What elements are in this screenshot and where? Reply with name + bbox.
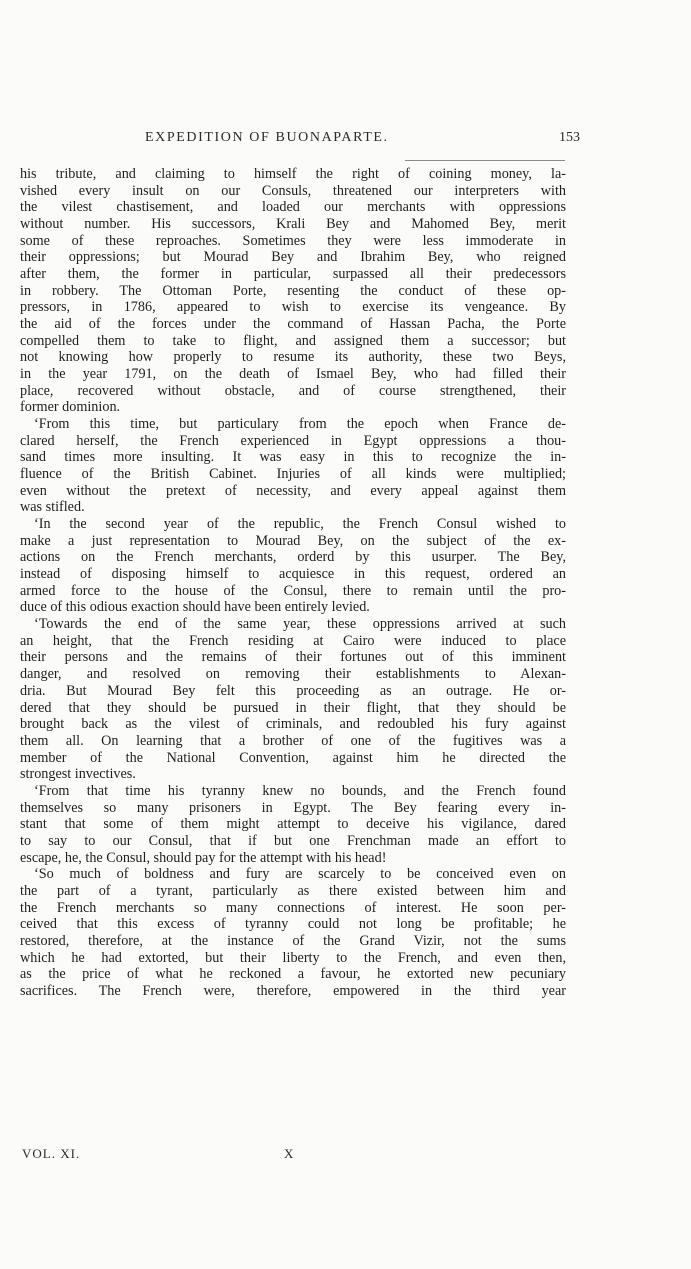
- text-line: fluence of the British Cabinet. Injuries of all kinds were multiplied;: [20, 466, 566, 483]
- text-line: place, recovered without obstacle, and of course strengthened, their: [20, 382, 566, 399]
- text-line: without number. His successors, Krali Bey and Mahomed Bey, merit: [20, 216, 566, 233]
- page-header: [100, 130, 580, 152]
- text-line: sand times more insulting. It was easy in this to recognize the in-: [20, 449, 566, 466]
- text-line: sacrifices. The French were, therefore, empowered in the third year: [20, 982, 566, 999]
- page-footer: [22, 1146, 322, 1164]
- text-line: the vilest chastisement, and loaded our merchants with oppressions: [20, 199, 566, 216]
- text-line: the part of a tyrant, particularly as there existed between him and: [20, 882, 566, 899]
- text-line: which he had extorted, but their liberty to the French, and even then,: [20, 949, 566, 966]
- text-line: ‘From that time his tyranny knew no bounds, and the French found: [34, 782, 566, 799]
- text-line: escape, he, the Consul, should pay for the attempt with his head!: [20, 849, 387, 866]
- text-line: vished every insult on our Consuls, threatened our interpreters with: [20, 182, 566, 199]
- volume-label: VOL. XI.: [22, 1146, 81, 1161]
- text-line: his tribute, and claiming to himself the right of coining money, la-: [20, 166, 566, 182]
- text-line: ceived that this excess of tyranny could not long be profitable; he: [20, 916, 566, 933]
- text-line: pressors, in 1786, appeared to wish to exercise its vengeance. By: [20, 299, 566, 316]
- text-line: stant that some of them might attempt to deceive his vigilance, dared: [20, 816, 566, 833]
- text-line: even without the pretext of necessity, and every appeal against them: [20, 482, 566, 499]
- body-text: [20, 166, 566, 1000]
- signature-mark: X: [284, 1146, 294, 1161]
- text-line: after them, the former in particular, surpassed all their predecessors: [20, 266, 566, 283]
- text-line: the aid of the forces under the command of Hassan Pacha, the Porte: [20, 316, 566, 333]
- text-line: member of the National Convention, against him he directed the: [20, 749, 566, 766]
- text-line: strongest invectives.: [20, 766, 136, 783]
- text-line: in the year 1791, on the death of Ismael Bey, who had filled their: [20, 366, 566, 383]
- page-number: 153: [559, 130, 580, 145]
- text-line: their oppressions; but Mourad Bey and Ibrahim Bey, who reigned: [20, 249, 566, 266]
- text-line: make a just representation to Mourad Bey, on the subject of the ex-: [20, 532, 566, 549]
- text-line: in robbery. The Ottoman Porte, resenting the conduct of these op-: [20, 282, 566, 299]
- text-line: clared herself, the French experienced in Egypt oppressions a thou-: [20, 432, 566, 449]
- text-line: restored, therefore, at the instance of the Grand Vizir, not the sums: [20, 932, 566, 949]
- header-rule: [405, 160, 565, 161]
- text-line: ‘In the second year of the republic, the French Consul wished to: [34, 516, 566, 533]
- text-line: the French merchants so many connections of interest. He soon per-: [20, 899, 566, 916]
- text-line: ‘Towards the end of the same year, these oppressions arrived at such: [34, 616, 566, 633]
- text-line: as the price of what he reckoned a favour, he extorted new pecuniary: [20, 966, 566, 983]
- text-line: dered that they should be pursued in their flight, that they should be: [20, 699, 566, 716]
- text-line: danger, and resolved on removing their establishments to Alexan-: [20, 666, 566, 683]
- text-line: dria. But Mourad Bey felt this proceeding as an outrage. He or-: [20, 682, 566, 699]
- text-line: themselves so many prisoners in Egypt. The Bey fearing every in-: [20, 799, 566, 816]
- text-line: not knowing how properly to resume its authority, these two Beys,: [20, 349, 566, 366]
- text-line: brought back as the vilest of criminals, and redoubled his fury against: [20, 716, 566, 733]
- text-line: actions on the French merchants, orderd by this usurper. The Bey,: [20, 549, 566, 566]
- text-line: their persons and the remains of their fortunes out of this imminent: [20, 649, 566, 666]
- running-head: EXPEDITION OF BUONAPARTE.: [145, 130, 389, 145]
- text-line: to say to our Consul, that if but one Frenchman made an effort to: [20, 832, 566, 849]
- text-line: an height, that the French residing at Cairo were induced to place: [20, 632, 566, 649]
- text-line: ‘So much of boldness and fury are scarcely to be conceived even on: [34, 866, 566, 883]
- text-line: instead of disposing himself to acquiesce in this request, ordered an: [20, 566, 566, 583]
- text-line: was stifled.: [20, 499, 85, 516]
- text-line: armed force to the house of the Consul, there to remain until the pro-: [20, 582, 566, 599]
- text-line: some of these reproaches. Sometimes they were less immoderate in: [20, 232, 566, 249]
- text-line: them all. On learning that a brother of one of the fugitives was a: [20, 732, 566, 749]
- text-line: ‘From this time, but particulary from the epoch when France de-: [34, 416, 566, 433]
- text-line: duce of this odious exaction should have been entirely levied.: [20, 599, 370, 616]
- text-line: former dominion.: [20, 399, 121, 416]
- text-line: compelled them to take to flight, and assigned them a successor; but: [20, 332, 566, 349]
